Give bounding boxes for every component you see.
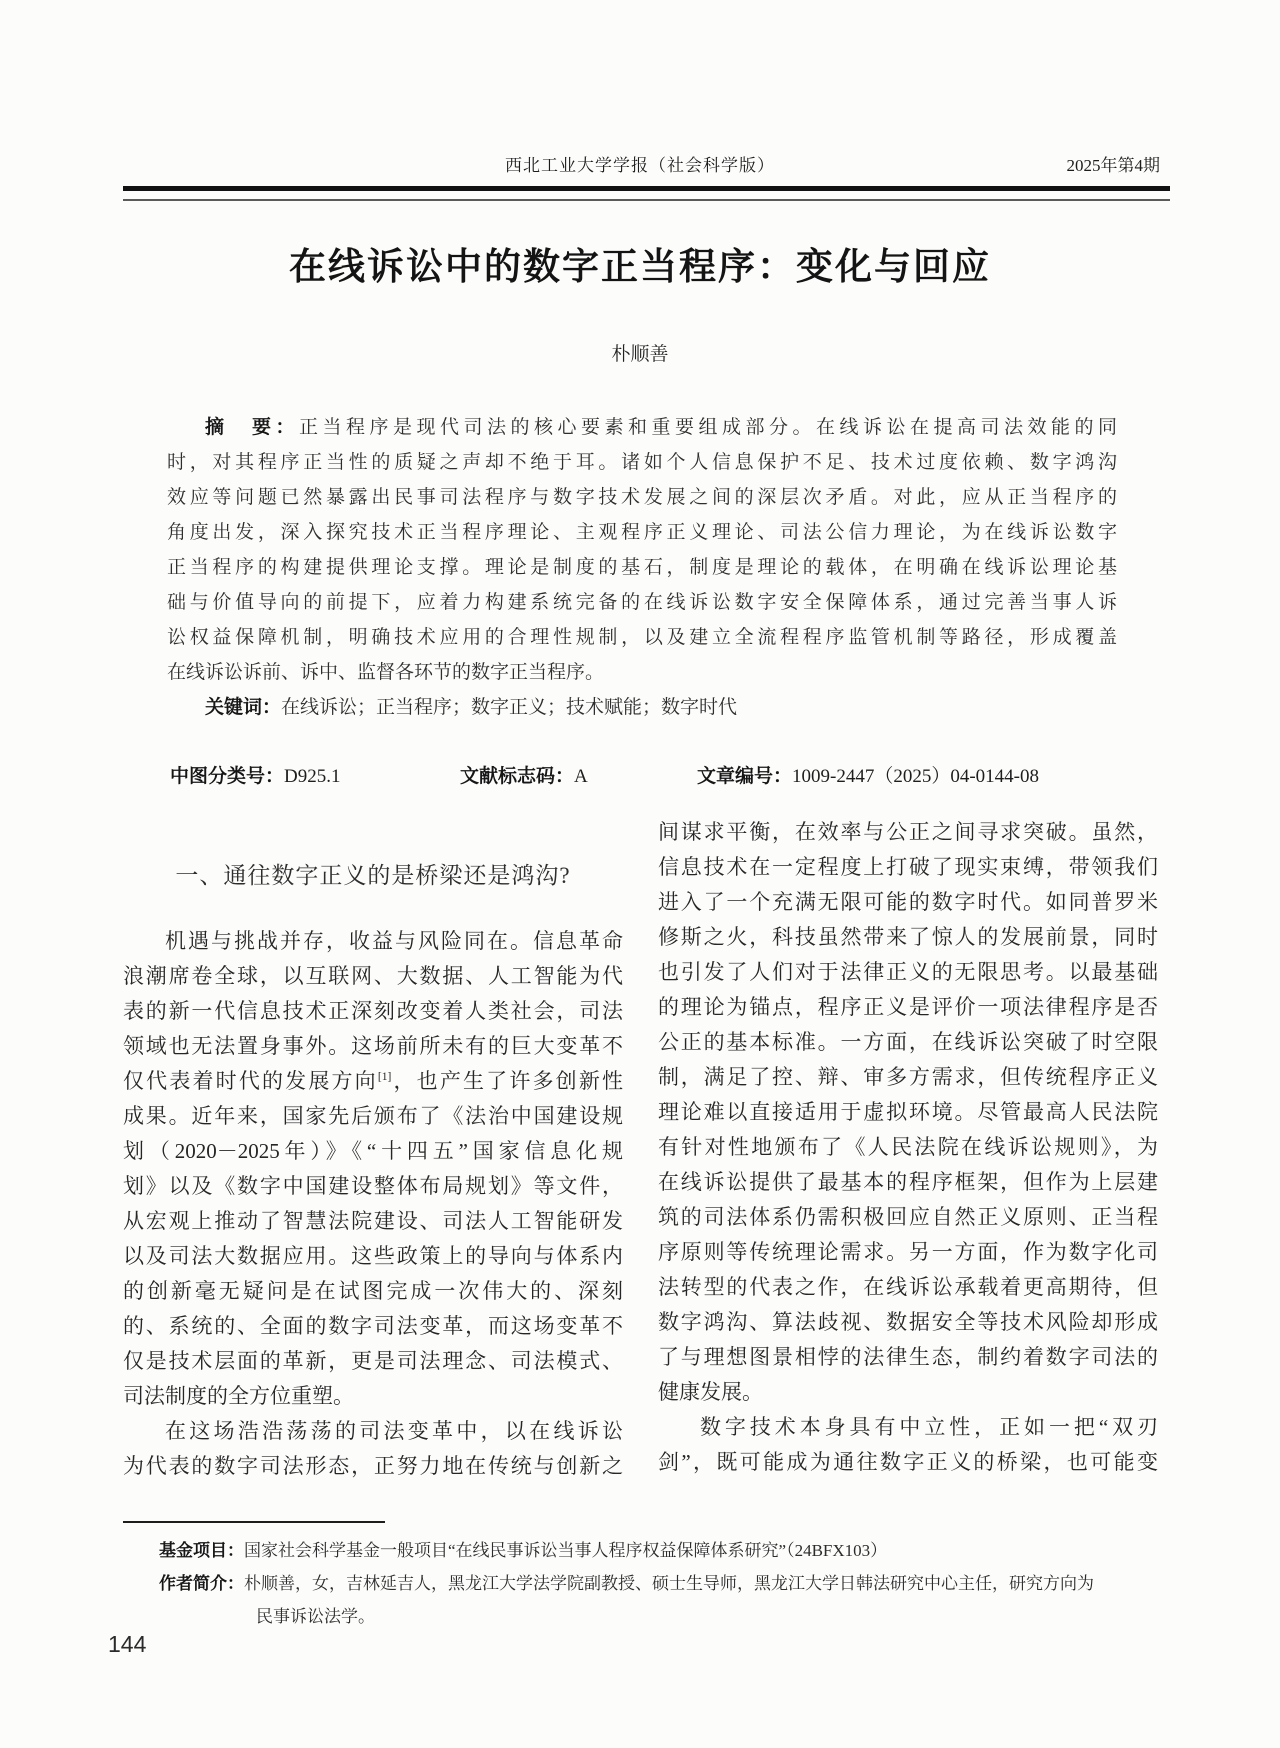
text-line: 制，满足了控、辩、审多方需求，但传统程序正义 xyxy=(658,1065,1158,1089)
keywords-label: 关键词： xyxy=(205,697,282,718)
clc-value: D925.1 xyxy=(284,766,341,787)
header-rule-thick xyxy=(123,186,1170,191)
footnote-separator xyxy=(123,1521,385,1523)
document-code-label: 文献标志码： xyxy=(460,766,575,787)
section-heading: 一、通往数字正义的是桥梁还是鸿沟? xyxy=(175,863,571,888)
text-line: 数字技术本身具有中立性，正如一把“双刃 xyxy=(700,1415,1158,1439)
citation-marker: [1] xyxy=(377,1071,392,1083)
keywords-line xyxy=(167,690,1117,725)
text-line: 础与价值导向的前提下，应着力构建系统完备的在线诉讼数字安全保障体系，通过完善当事人诉 xyxy=(167,592,1117,613)
text-line: 讼权益保障机制，明确技术应用的合理性规制，以及建立全流程程序监管机制等路径，形成覆盖 xyxy=(167,627,1117,648)
text-line: 司法制度的全方位重塑。 xyxy=(123,1384,354,1408)
text-line: 为代表的数字司法形态，正努力地在传统与创新之 xyxy=(123,1454,623,1478)
text-line: 浪潮席卷全球，以互联网、大数据、人工智能为代 xyxy=(123,964,623,988)
journal-name: 西北工业大学学报（社会科学版） xyxy=(505,156,775,175)
text-line: 进入了一个充满无限可能的数字时代。如同普罗米 xyxy=(658,890,1158,914)
article-title: 在线诉讼中的数字正当程序：变化与回应 xyxy=(289,246,991,287)
text-line: 理论难以直接适用于虚拟环境。尽管最高人民法院 xyxy=(658,1100,1158,1124)
text-line: 的理论为锚点，程序正义是评价一项法律程序是否 xyxy=(658,995,1158,1019)
page-number: 144 xyxy=(108,1631,147,1657)
text-line: 仅是技术层面的革新，更是司法理念、司法模式、 xyxy=(123,1349,623,1373)
article-id-value: 1009-2447（2025）04-0144-08 xyxy=(792,766,1039,787)
footnotes-block xyxy=(159,1534,1164,1633)
text-line: 在这场浩浩荡荡的司法变革中，以在线诉讼 xyxy=(165,1419,623,1443)
text-line: 法转型的代表之作，在线诉讼承载着更高期待，但 xyxy=(658,1275,1158,1299)
clc-number xyxy=(170,762,341,792)
text-line: 领域也无法置身事外。这场前所未有的巨大变革不 xyxy=(123,1034,623,1058)
text-line: 了与理想图景相悖的法律生态，制约着数字司法的 xyxy=(658,1345,1158,1369)
text-line: 的创新毫无疑问是在试图完成一次伟大的、深刻 xyxy=(123,1279,623,1303)
text-line: 健康发展。 xyxy=(658,1380,763,1404)
text-line: 信息技术在一定程度上打破了现实束缚，带领我们 xyxy=(658,855,1158,879)
text-line: 以及司法大数据应用。这些政策上的导向与体系内 xyxy=(123,1244,623,1268)
author-bio-text-wrap: 民事诉讼法学。 xyxy=(256,1607,375,1626)
text-line: 表的新一代信息技术正深刻改变着人类社会，司法 xyxy=(123,999,623,1023)
body-column-left xyxy=(123,924,623,1484)
body-column-right xyxy=(658,815,1158,1480)
article-id-label: 文章编号： xyxy=(697,766,793,787)
abstract-label: 摘 要： xyxy=(205,417,299,438)
text-line: 角度出发，深入探究技术正当程序理论、主观程序正义理论、司法公信力理论，为在线诉讼数字 xyxy=(167,522,1117,543)
document-code xyxy=(460,762,588,792)
text-line: 在线诉讼提供了最基本的程序框架，但作为上层建 xyxy=(658,1170,1158,1194)
text-line: 剑”，既可能成为通往数字正义的桥梁，也可能变 xyxy=(658,1450,1158,1474)
journal-issue: 2025年第4期 xyxy=(1066,156,1160,175)
text-line: 摘 要：正当程序是现代司法的核心要素和重要组成部分。在线诉讼在提高司法效能的同 xyxy=(205,417,1117,438)
document-code-value: A xyxy=(574,766,588,787)
text-line: 数字鸿沟、算法歧视、数据安全等技术风险却形成 xyxy=(658,1310,1158,1334)
text-line: 仅代表着时代的发展方向[1]，也产生了许多创新性 xyxy=(123,1069,624,1093)
text-line: 修斯之火，科技虽然带来了惊人的发展前景，同时 xyxy=(658,925,1158,949)
text-line: 划（2020－2025年）》《“十四五”国家信息化规 xyxy=(123,1139,623,1163)
text-line: 时，对其程序正当性的质疑之声却不绝于耳。诸如个人信息保护不足、技术过度依赖、数字鸿沟 xyxy=(167,452,1117,473)
text-line: 公正的基本标准。一方面，在线诉讼突破了时空限 xyxy=(658,1030,1158,1054)
text-line: 效应等问题已然暴露出民事司法程序与数字技术发展之间的深层次矛盾。对此，应从正当程序的 xyxy=(167,487,1117,508)
article-author: 朴顺善 xyxy=(611,344,669,365)
fund-note xyxy=(159,1534,1164,1567)
text-line: 也引发了人们对于法律正义的无限思考。以最基础 xyxy=(658,960,1158,984)
fund-note-label: 基金项目： xyxy=(159,1541,244,1560)
text-line: 筑的司法体系仍需积极回应自然正义原则、正当程 xyxy=(658,1205,1158,1229)
keywords-text: 在线诉讼；正当程序；数字正义；技术赋能；数字时代 xyxy=(281,697,738,718)
fund-note-text: 国家社会科学基金一般项目“在线民事诉讼当事人程序权益保障体系研究”（24BFX103） xyxy=(244,1541,888,1560)
text-line: 在线诉讼诉前、诉中、监督各环节的数字正当程序。 xyxy=(167,662,605,683)
text-line: 间谋求平衡，在效率与公正之间寻求突破。虽然， xyxy=(658,820,1158,844)
text-line: 机遇与挑战并存，收益与风险同在。信息革命 xyxy=(165,929,623,953)
text-line: 正当程序的构建提供理论支撑。理论是制度的基石，制度是理论的载体，在明确在线诉讼理论基 xyxy=(167,557,1117,578)
author-bio-text: 朴顺善，女，吉林延吉人，黑龙江大学法学院副教授、硕士生导师，黑龙江大学日韩法研究中心主任，研究方向为 xyxy=(244,1574,1094,1593)
text-line: 有针对性地颁布了《人民法院在线诉讼规则》，为 xyxy=(658,1135,1158,1159)
author-bio-label: 作者简介： xyxy=(159,1574,244,1593)
article-id xyxy=(697,762,1039,792)
clc-label: 中图分类号： xyxy=(170,766,285,787)
text-line: 成果。近年来，国家先后颁布了《法治中国建设规 xyxy=(123,1104,623,1128)
abstract-block xyxy=(167,410,1117,690)
header-rule-thin xyxy=(123,199,1170,201)
text-line: 从宏观上推动了智慧法院建设、司法人工智能研发 xyxy=(123,1209,623,1233)
text-line: 序原则等传统理论需求。另一方面，作为数字化司 xyxy=(658,1240,1158,1264)
text-line: 的、系统的、全面的数字司法变革，而这场变革不 xyxy=(123,1314,623,1338)
text-line: 划》以及《数字中国建设整体布局规划》等文件， xyxy=(123,1174,623,1198)
author-bio-note xyxy=(159,1567,1164,1600)
